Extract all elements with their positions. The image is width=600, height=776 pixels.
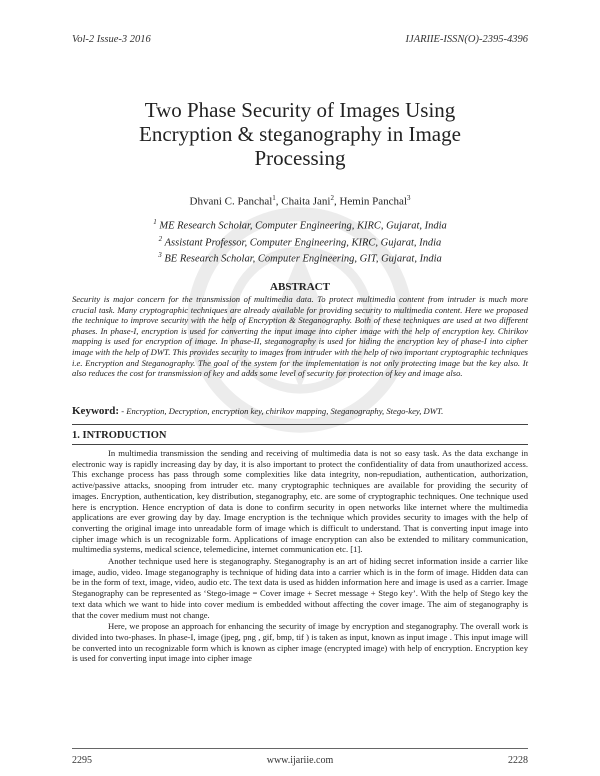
paragraph: Another technique used here is steganography. Steganography is an art of hiding secret information inside a carrier like image, audio, video. Image steganography is technique of hiding data into a carrier which is in the form of image. Hidden data can be in the form of text, image, video, audio etc. The text data is used as hidden information here and image is used as a carrier. Image Steganography can be represented as ‘Stego-image = Cover image + Secret message + Stego key’. With the help of Stego key the text data which we want to hide into cover medium is embedded without affecting the cover image. The aim of steganography is that the cover medium must not change. [72,556,528,620]
affiliation [60,233,540,250]
author-list: Dhvani C. Panchal$^1$, Chaita Jani$^2$, Hemin Panchal$^3$ [189,194,411,208]
footer-page-number: 2228 [508,755,528,766]
title-line-1: Two Phase Security of Images Using [144,98,456,122]
affiliation-sup: 1 [153,218,157,226]
keywords-label: Keyword: [72,405,120,417]
paper-title [80,98,520,170]
keywords-text: - Encryption, Decryption, encryption key, chirikov mapping, Steganography, Stego-key, DWT. [119,406,444,416]
section-rule-bottom [72,444,528,445]
author-sup: 1 [272,194,276,202]
affiliation [60,216,540,233]
section-heading-introduction: 1. INTRODUCTION [72,430,167,441]
abstract-text: Security is major concern for the transmission of multimedia data. To protect multimedia content from intruder is much more crucial task. Many cryptographic techniques are already available for providing security to multimedia content. Here we proposed the technique to improve security with the help of Encryption & Steganography. Both of these techniques are used at two different phases. In phase-I, encryption is used for converting the input image into cipher image with the help of encryption key. Chirikov mapping is used for encryption of image. In phase-II, steganography is used for hiding the encryption key of phase-I into cipher image with the help of DWT. This provides security to images from intruder with the help of two important cryptographic techniques i.e. Encryption and Steganography. The goal of the system for the implementation is not only protecting image but the key also. It also reduces the cost for transmission of key and adds some level of security for protection of key and image also. [72,294,528,379]
title-line-2: Encryption & steganography in Image [139,122,461,146]
paragraph: In multimedia transmission the sending and receiving of multimedia data is not so easy task. As the data exchange in electronic way is rapidly increasing day by day, it is also important to protect the confidentiality of data from unauthorized access. This exchange process has pass through some complexities like data integrity, non-repudiation, authentication, authorization, active/passive attacks, snooping from intruder etc. many cryptographic techniques are available for providing the security of images. Encryption, authentication, key distribution, steganography, etc. are some of cryptographic techniques. One technique used here is encryption. Hence encryption of data is done to confirm security in open networks like internet where the multimedia applications are ever growing day by day. Image encryption is the technique which provides security to images with the help of converting the original image into unreadable form of image which is difficult to understand. That is converting input image into cipher image which is un recognizable form. Applications of image encryption can also be extended to military communication, multimedia systems, medical science, telemedicine, internet communication etc. [1]. [72,448,528,555]
affiliation-text: ME Research Scholar, Computer Engineering, KIRC, Gujarat, India [159,220,447,232]
header-issn: IJARIIE-ISSN(O)-2395-4396 [405,34,528,45]
author-name: Dhvani C. Panchal [189,195,273,208]
affiliation [60,249,540,266]
affiliation-list [60,216,540,266]
title-line-3: Processing [254,146,346,170]
author-name: Hemin Panchal [339,195,407,208]
author-name: Chaita Jani [281,195,331,208]
abstract-heading: ABSTRACT [270,281,330,293]
affiliation-sup: 2 [158,234,163,243]
affiliation-sup: 3 [158,251,162,259]
keywords [72,405,540,417]
affiliation-text: Assistant Professor, Computer Engineering, KIRC, Gujarat, India [164,237,442,248]
header-volume: Vol-2 Issue-3 2016 [72,34,151,45]
footer-page-id: 2295 [72,755,92,766]
introduction-body [72,448,528,665]
author-sup: 2 [330,194,334,202]
footer-rule [72,748,528,749]
affiliation-text: BE Research Scholar, Computer Engineering, GIT, Gujarat, India [164,253,442,265]
footer-website-link[interactable]: www.ijariie.com [266,755,334,766]
paragraph: Here, we propose an approach for enhancing the security of image by encryption and steganography. The overall work is divided into two-phases. In phase-I, image (jpeg, png , gif, bmp, tif ) is taken as input, known as input image . This input image will be converted into un recognizable form which is known as cipher image (encrypted image) with help of encryption. Encryption key is used for converting input image into cipher image [72,621,528,664]
section-rule-top [72,424,528,425]
author-sup: 3 [407,194,411,202]
